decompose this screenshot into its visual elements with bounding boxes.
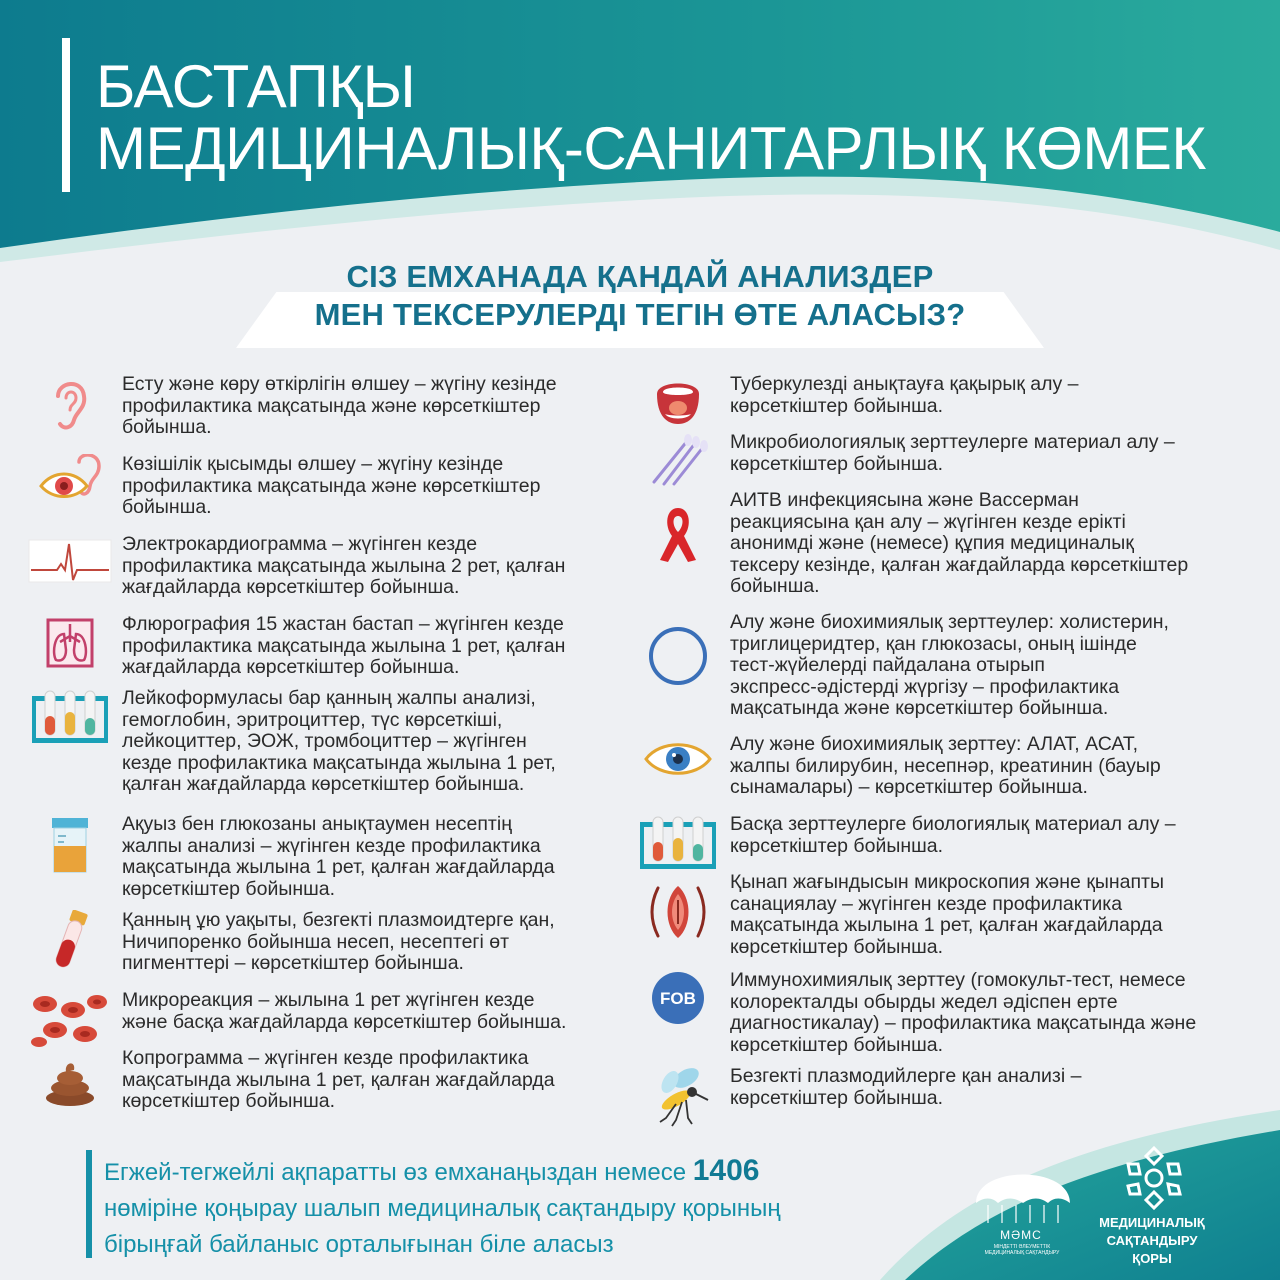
mems-logo-subtitle: МІНДЕТТІ ӘЛЕУМЕТТІК МЕДИЦИНАЛЫҚ САҚТАНДЫРУ [984,1244,1060,1256]
eye-icon [632,734,724,804]
item-text: Басқа зерттеулерге биологиялық материал алу – көрсеткіштер бойынша. [730,813,1176,857]
fund-logo-text [1090,1214,1214,1268]
list-item [632,970,1196,1056]
footer-line-2: нөміріне қоңырау шалып медициналық сақтандыру қорының [104,1195,781,1222]
item-text: Копрограмма – жүгінген кезде профилактика мақсатында жылына 1 рет, қалған жағдайларда көрсеткіштер бойынша. [122,1047,555,1112]
title-line-1: БАСТАПҚЫ [96,53,416,120]
item-text: Микрореакция – жылына 1 рет жүгінген кезде және басқа жағдайларда көрсеткіштер бойынша. [122,989,567,1033]
list-item [632,490,1188,598]
question-heading [236,258,1044,334]
footer-line-3: бірыңғай байланыс орталығынан біле аласыз [104,1231,614,1258]
list-item [632,1066,1081,1136]
eye-pressure-icon [24,454,116,524]
item-text: Алу және биохимиялық зерттеу: АЛАТ, АСАТ, жалпы билирубин, несепнәр, креатинин (бауыр сынамалары) – көрсеткіштер бойынша. [730,733,1161,798]
list-item [24,814,555,900]
ear-icon [24,374,116,444]
page-title [96,53,1206,182]
item-text: Лейкоформуласы бар қанның жалпы анализі, гемоглобин, эритроциттер, түс көрсеткіші, лейкоциттер, ЭОЖ, тромбоциттер – жүгінген кезде профилактика мақсатында жылына 1 рет, қалған жағдайларда көрсеткіштер бойынша. [122,687,556,795]
fund-name-line-1: МЕДИЦИНАЛЫҚ [1099,1215,1205,1230]
item-text: Қанның ұю уақыты, безгекті плазмоидтерге қан, Ничипоренко бойынша несеп, несептегі өт пигменттері – көрсеткіштер бойынша. [122,909,555,974]
item-text: Есту және көру өткірлігін өлшеу – жүгіну кезінде профилактика мақсатында және көрсеткіштер бойынша. [122,373,557,438]
question-line-2: МЕН ТЕКСЕРУЛЕРДІ ТЕГІН ӨТЕ АЛАСЫЗ? [314,297,966,332]
blood-tube-icon [24,910,116,980]
footer-accent-bar [86,1150,92,1258]
mems-logo-text: МӘМС [1000,1228,1042,1242]
item-text: Флюрография 15 жастан бастап – жүгінген кезде профилактика мақсатында жылына 1 рет, қалған жағдайларда көрсеткіштер бойынша. [122,613,566,678]
smear-icon [632,872,724,942]
list-item [24,374,557,444]
red-ribbon-icon [632,490,724,560]
mosquito-icon [632,1066,724,1136]
item-text: Безгекті плазмодийлерге қан анализі – көрсеткіштер бойынша. [730,1065,1082,1109]
footer-line-1: Егжей-тегжейлі ақпаратты өз емханаңыздан немесе [104,1159,693,1186]
item-text: Ақуыз бен глюкозаны анықтаумен несептің жалпы анализі – жүгінген кезде профилактика мақсатында жылына 1 рет, қалған жағдайларда көрсеткіштер бойынша. [122,813,555,900]
footer-note [104,1153,781,1263]
fund-name-line-3: ҚОРЫ [1132,1251,1172,1266]
test-tubes-icon [24,688,116,758]
list-item [24,614,565,684]
ecg-icon [24,534,116,604]
item-text: Микробиологиялық зерттеулерге материал алу – көрсеткіштер бойынша. [730,431,1175,475]
stool-icon [24,1048,116,1118]
phone-number: 1406 [692,1154,760,1187]
fund-name-line-2: САҚТАНДЫРУ [1106,1233,1198,1248]
item-text: АИТВ инфекциясына және Вассерман реакциясына қан алу – жүгінген кезде ерікті анонимді және (немесе) құпия медициналық тексеру кезінде, қалған жағдайларда көрсеткіштер бойынша. [730,489,1189,597]
fob-label: FOB [660,989,696,1008]
question-line-1: СІЗ ЕМХАНАДА ҚАНДАЙ АНАЛИЗДЕР [346,259,934,294]
item-text: Қынап жағындысын микроскопия және қынапты санациялау – жүгінген кезде профилактика мақсатында жылына 1 рет, қалған жағдайларда көрсеткіштер бойынша. [730,871,1164,958]
title-accent-bar [62,38,70,192]
list-item [24,688,556,796]
fob-icon [632,970,724,1040]
item-text: Электрокардиограмма – жүгінген кезде профилактика мақсатында жылына 2 рет, қалған жағдайларда көрсеткіштер бойынша. [122,533,566,598]
item-text: Көзішілік қысымды өлшеу – жүгіну кезінде профилактика мақсатында және көрсеткіштер бойынша. [122,453,541,518]
urine-beaker-icon [24,814,116,884]
list-item [24,454,540,524]
list-item [24,534,565,604]
list-item [632,612,1169,720]
question-banner [236,252,1044,348]
ring-icon [632,612,724,682]
item-text: Иммунохимиялық зерттеу (гомокульт-тест, немесе колоректалды обырды жедел әдіспен ерте диагностикалау) – профилактика мақсатында және көрсеткіштер бойынша. [730,969,1197,1056]
snowflake-logo-icon [1118,1142,1190,1214]
list-item [24,910,555,980]
item-text: Туберкулезді анықтауға қақырық алу – көрсеткіштер бойынша. [730,373,1079,417]
list-item [632,734,1161,804]
list-item [24,1048,555,1118]
list-item [632,872,1164,958]
lungs-xray-icon [24,614,116,684]
title-line-2: МЕДИЦИНАЛЫҚ-САНИТАРЛЫҚ КӨМЕК [96,115,1206,182]
item-text: Алу және биохимиялық зерттеулер: холистерин, триглицеридтер, қан глюкозасы, оның ішінде тест-жүйелерді пайдалана отырып экспресс-әдістерді жүргізу – профилактика мақсатында және көрсеткіштер бойынша. [730,611,1169,719]
